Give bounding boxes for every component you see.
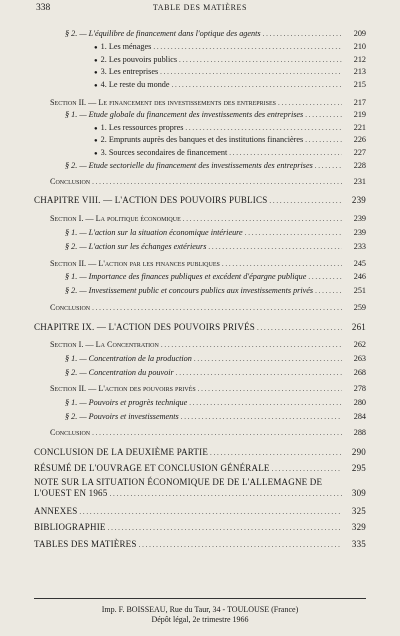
leader-dots	[308, 269, 342, 283]
toc-entry[interactable]	[65, 409, 366, 421]
toc-entry-label: Conclusion	[50, 177, 91, 186]
toc-entry-label: § 1. — Pouvoirs et progrès technique	[65, 398, 188, 407]
toc-entry[interactable]	[50, 95, 366, 107]
toc-entry-page: 231	[353, 177, 366, 186]
page-number: 338	[36, 3, 51, 13]
toc-entry-page: 221	[353, 123, 366, 132]
toc-entry-page: 228	[353, 161, 366, 170]
leader-dots	[315, 158, 342, 172]
note-page: 309	[351, 488, 366, 498]
legal-deposit-line: Dépôt légal, 2e trimestre 1966	[151, 615, 249, 624]
toc-entry-page: 226	[353, 135, 366, 144]
toc-entry[interactable]	[65, 395, 366, 407]
toc-entry[interactable]	[94, 132, 366, 144]
toc-entry-label: § 2. — Pouvoirs et investissements	[65, 412, 179, 421]
toc-entry-label: Section II. — L'action des pouvoirs privés	[50, 384, 196, 393]
leader-dots	[92, 300, 342, 314]
toc-entry[interactable]	[34, 461, 366, 473]
toc-entry-label: 1. Les ressources propres	[100, 123, 184, 132]
printer-line: Imp. F. BOISSEAU, Rue du Taur, 34 - TOULOUSE (France)	[101, 605, 299, 614]
toc-entry[interactable]	[65, 225, 366, 237]
toc-entry-page: 239	[353, 228, 366, 237]
running-title: TABLE DES MATIÈRES	[152, 3, 248, 12]
leader-dots	[161, 337, 342, 351]
toc-entry-page: 246	[353, 272, 366, 281]
toc-entry-page: 217	[353, 98, 366, 107]
toc-entry-page: 290	[351, 447, 366, 457]
leader-dots	[153, 39, 342, 53]
toc-entry[interactable]	[50, 256, 366, 268]
toc-entry[interactable]	[50, 300, 366, 312]
toc-entry-page: 261	[351, 322, 366, 332]
toc-entry-page: 325	[351, 506, 366, 516]
leader-dots	[305, 107, 342, 121]
toc-entry[interactable]	[94, 64, 366, 76]
toc-entry[interactable]	[50, 174, 366, 186]
note-title-line1: NOTE SUR LA SITUATION ÉCONOMIQUE DE DE L'ALLEMAGNE DE	[34, 477, 323, 487]
leader-dots	[172, 77, 342, 91]
bullet-icon: ●	[94, 151, 98, 157]
leader-dots	[208, 239, 342, 253]
leader-dots	[263, 26, 342, 40]
leader-dots	[181, 409, 342, 423]
toc-entry-label: Section II. — Le financement des investissements des entreprises	[50, 98, 276, 107]
printer-footer	[0, 605, 400, 625]
leader-dots	[79, 504, 342, 518]
toc-entry-page: 219	[353, 110, 366, 119]
toc-entry-page: 227	[353, 148, 366, 157]
toc-entry-label: 2. Les pouvoirs publics	[100, 55, 178, 64]
bullet-icon: ●	[94, 70, 98, 76]
toc-entry[interactable]	[94, 52, 366, 64]
toc-entry-label: § 2. — Investissement public et concours publics aux investissements privés	[65, 286, 314, 295]
toc-entry-page: 210	[353, 42, 366, 51]
leader-dots	[210, 445, 342, 459]
toc-entry-page: 239	[351, 195, 366, 205]
toc-entry-label: RÉSUMÉ DE L'OUVRAGE ET CONCLUSION GÉNÉRALE	[34, 463, 270, 473]
toc-entry-label: ANNEXES	[34, 506, 78, 516]
toc-entry[interactable]	[65, 283, 366, 295]
toc-entry-label: § 1. — L'action sur la situation économique intérieure	[65, 228, 243, 237]
toc-entry-page: 213	[353, 67, 366, 76]
leader-dots	[189, 395, 342, 409]
leader-dots	[139, 537, 342, 551]
toc-entry[interactable]	[34, 445, 366, 457]
toc-entry-page: 212	[353, 55, 366, 64]
toc-entry-label: § 1. — Concentration de la production	[65, 354, 192, 363]
bullet-icon: ●	[94, 83, 98, 89]
toc-entry-page: 262	[353, 340, 366, 349]
leader-dots	[229, 145, 342, 159]
toc-entry-label: Section I. — La Concentration	[50, 340, 159, 349]
toc-entry[interactable]	[94, 39, 366, 51]
leader-dots	[194, 351, 342, 365]
leader-dots	[272, 461, 342, 475]
toc-entry[interactable]	[94, 145, 366, 157]
toc-entry[interactable]	[94, 77, 366, 89]
toc-entry[interactable]	[34, 320, 366, 332]
toc-entry-page: 268	[353, 368, 366, 377]
toc-entry-label: CONCLUSION DE LA DEUXIÈME PARTIE	[34, 447, 209, 457]
leader-dots	[108, 520, 342, 534]
toc-entry[interactable]	[34, 504, 366, 516]
bullet-icon: ●	[94, 45, 98, 51]
toc-entry-page: 288	[353, 428, 366, 437]
leader-dots	[92, 425, 342, 439]
toc-entry-label: 3. Les entreprises	[100, 67, 159, 76]
leader-dots	[257, 320, 342, 334]
leader-dots	[305, 132, 342, 146]
toc-entry-label: § 2. — Etude sectorielle du financement des investissements des entreprises	[65, 161, 313, 170]
toc-entry-label: § 2. — L'équilibre de financement dans l'optique des agents	[65, 29, 261, 38]
toc-entry-label: 1. Les ménages	[100, 42, 152, 51]
note-title-line2: L'OUEST EN 1965	[34, 488, 108, 498]
leader-dots	[269, 193, 342, 207]
toc-entry[interactable]	[50, 381, 366, 393]
toc-entry[interactable]	[50, 425, 366, 437]
toc-entry-label: TABLES DES MATIÈRES	[34, 539, 137, 549]
toc-entry-label: § 2. — L'action sur les échanges extérieurs	[65, 242, 207, 251]
leader-dots	[222, 256, 342, 270]
bullet-icon: ●	[94, 138, 98, 144]
toc-entry-page: 329	[351, 522, 366, 532]
toc-entry-page: 335	[351, 539, 366, 549]
toc-entry-page: 209	[353, 29, 366, 38]
toc-entry-label: Conclusion	[50, 303, 91, 312]
toc-entry-label: Section I. — La politique économique	[50, 214, 181, 223]
toc-entry-label: CHAPITRE VIII. — L'ACTION DES POUVOIRS PUBLICS	[34, 195, 268, 205]
toc-entry-label: Conclusion	[50, 428, 91, 437]
toc-entry[interactable]	[65, 269, 366, 281]
toc-entry[interactable]	[65, 351, 366, 363]
toc-entry-page: 245	[353, 259, 366, 268]
leader-dots	[198, 381, 342, 395]
toc-entry[interactable]	[50, 211, 366, 223]
leader-dots	[160, 64, 342, 78]
leader-dots	[176, 365, 342, 379]
leader-dots	[92, 174, 342, 188]
toc-entry[interactable]	[34, 520, 366, 532]
toc-entry-page: 251	[353, 286, 366, 295]
toc-entry-page: 233	[353, 242, 366, 251]
toc-entry-page: 239	[353, 214, 366, 223]
bullet-icon: ●	[94, 126, 98, 132]
leader-dots	[183, 211, 342, 225]
toc-entry[interactable]	[65, 107, 366, 119]
toc-entry-label: Section II. — L'action par les finances publiques	[50, 259, 220, 268]
toc-entry-label: 3. Sources secondaires de financement	[100, 148, 228, 157]
toc-entry-page: 280	[353, 398, 366, 407]
toc-entry-note[interactable]	[34, 477, 366, 501]
toc-entry[interactable]	[65, 26, 366, 38]
footer-rule	[34, 598, 366, 599]
toc-entry-page: 284	[353, 412, 366, 421]
leader-dots	[245, 225, 342, 239]
leader-dots	[315, 283, 342, 297]
toc-entry[interactable]	[34, 537, 366, 549]
toc-entry-label: CHAPITRE IX. — L'ACTION DES POUVOIRS PRIVÉS	[34, 322, 255, 332]
toc-entry[interactable]	[65, 365, 366, 377]
toc-entry-page: 215	[353, 80, 366, 89]
toc-entry-page: 259	[353, 303, 366, 312]
toc-entry-page: 263	[353, 354, 366, 363]
bullet-icon: ●	[94, 58, 98, 64]
toc-entry-label: BIBLIOGRAPHIE	[34, 522, 106, 532]
toc-entry[interactable]	[65, 158, 366, 170]
toc-entry-label: § 1. — Importance des finances publiques et excédent d'épargne publique	[65, 272, 307, 281]
toc-entry-page: 278	[353, 384, 366, 393]
toc-entry[interactable]	[94, 120, 366, 132]
toc-entry[interactable]	[34, 193, 366, 205]
leader-dots	[109, 488, 342, 500]
toc-entry-label: 2. Emprunts auprès des banques et des institutions financières	[100, 135, 304, 144]
toc-entry[interactable]	[50, 337, 366, 349]
toc-entry-label: 4. Le reste du monde	[100, 80, 170, 89]
toc-entry-page: 295	[351, 463, 366, 473]
toc-entry[interactable]	[65, 239, 366, 251]
toc-entry-label: § 2. — Concentration du pouvoir	[65, 368, 174, 377]
toc-entry-label: § 1. — Etude globale du financement des investissements des entreprises	[65, 110, 304, 119]
page-header	[0, 3, 400, 15]
